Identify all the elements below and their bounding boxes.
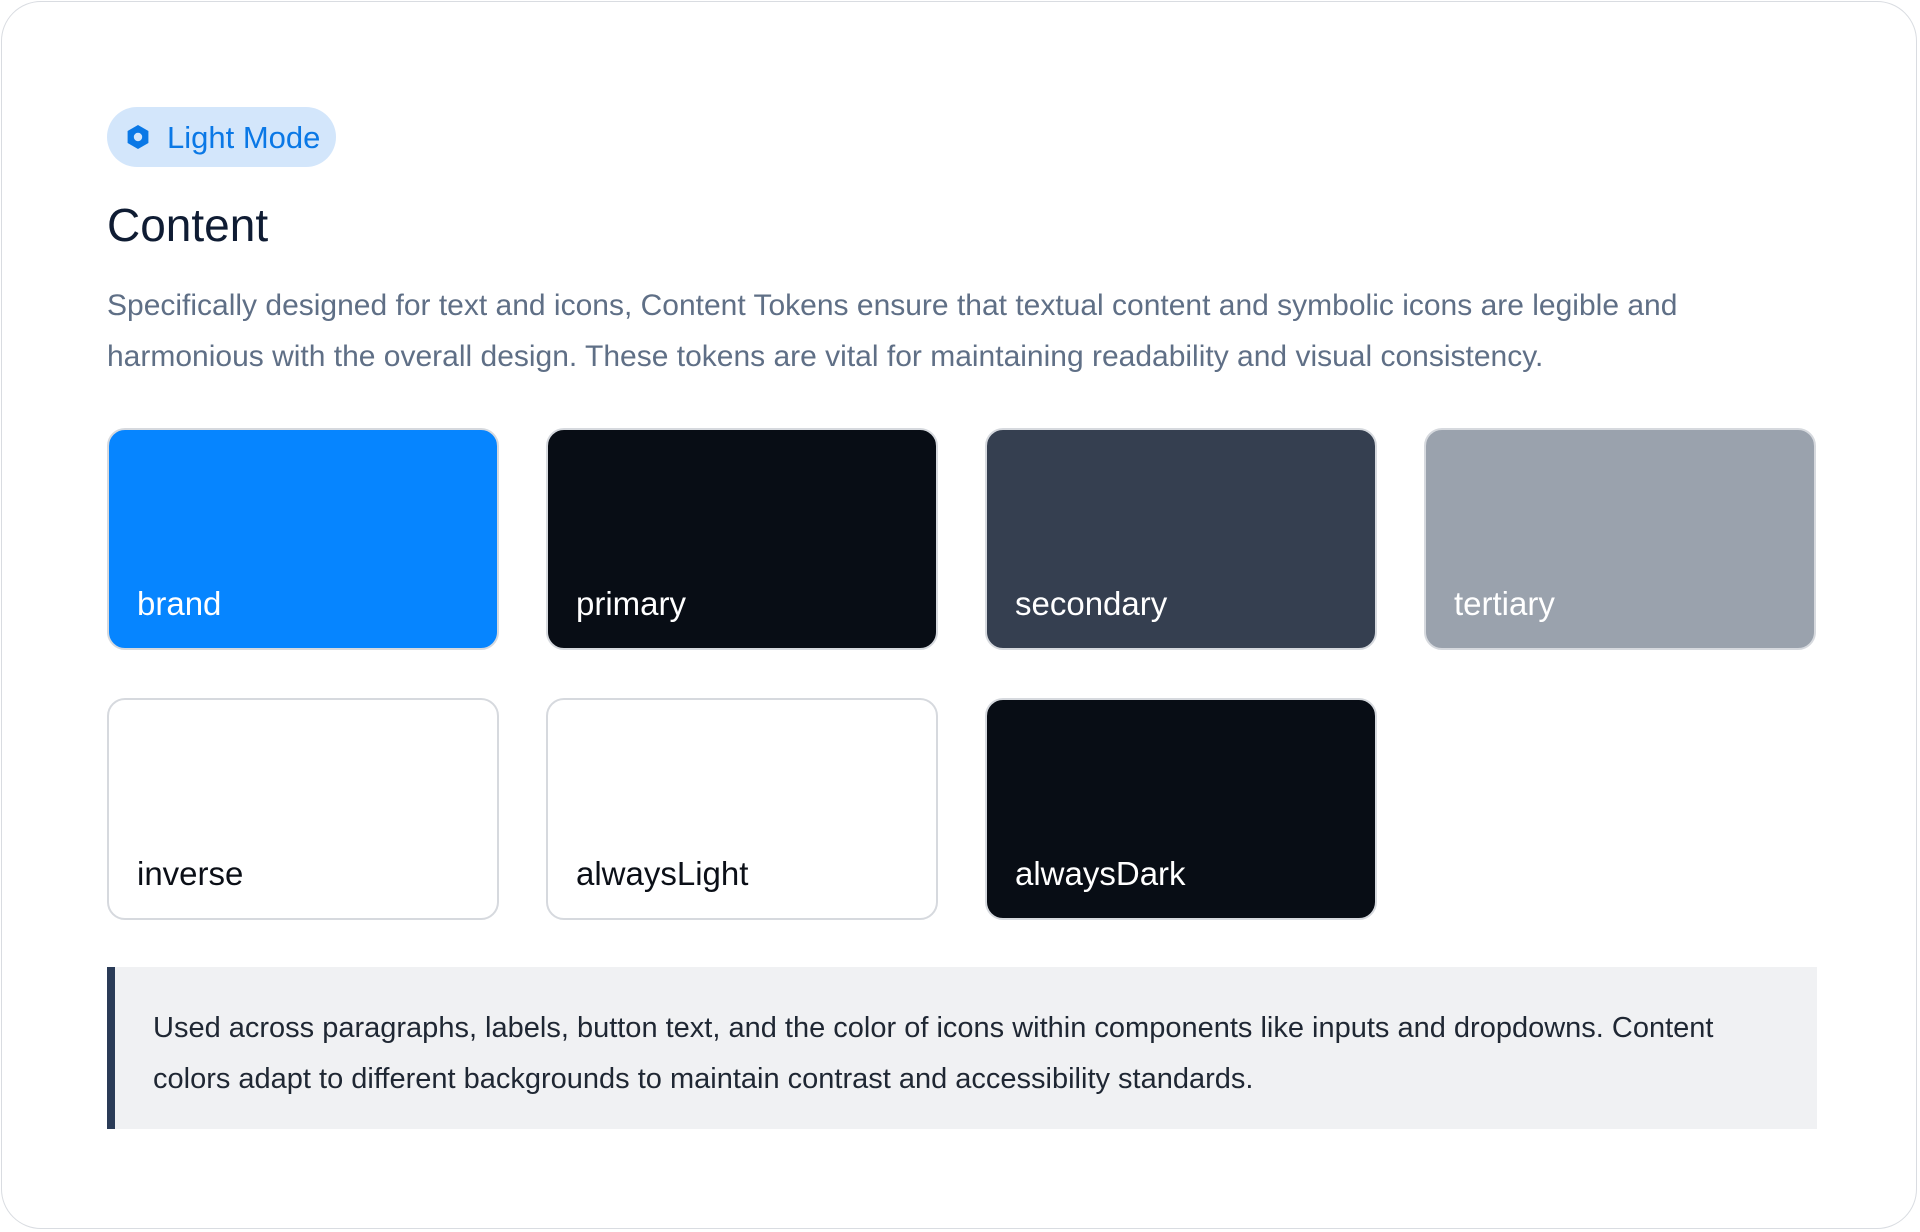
light-mode-badge[interactable] (107, 107, 336, 167)
section-title: Content (107, 199, 269, 251)
swatch-always-dark (985, 698, 1377, 920)
swatch-tertiary (1424, 428, 1816, 650)
swatch-brand (107, 428, 499, 650)
swatch-inverse (107, 698, 499, 920)
section-description: Specifically designed for text and icons, Content Tokens ensure that textual content and symbolic icons are legible and harmonious with the overall design. These tokens are vital for maintaining readability and visual consistency. (107, 289, 1678, 373)
swatch-primary (546, 428, 938, 650)
swatch-label: tertiary (1454, 585, 1555, 622)
content-tokens-card (1, 1, 1917, 1229)
swatch-label: inverse (137, 855, 244, 892)
swatch-always-light (546, 698, 938, 920)
badge-label: Light Mode (167, 119, 321, 155)
usage-note-text: Used across paragraphs, labels, button text, and the color of icons within components like inputs and dropdowns. Content colors adapt to different backgrounds to maintain contrast and accessibility standards. (153, 1012, 1714, 1095)
swatch-label: primary (576, 585, 687, 622)
swatch-label: secondary (1015, 585, 1168, 622)
hexagon-icon (123, 122, 153, 152)
swatch-secondary (985, 428, 1377, 650)
swatch-label: alwaysDark (1015, 855, 1186, 892)
swatch-label: alwaysLight (576, 855, 749, 892)
usage-note (107, 967, 1817, 1129)
swatch-label: brand (137, 585, 222, 622)
